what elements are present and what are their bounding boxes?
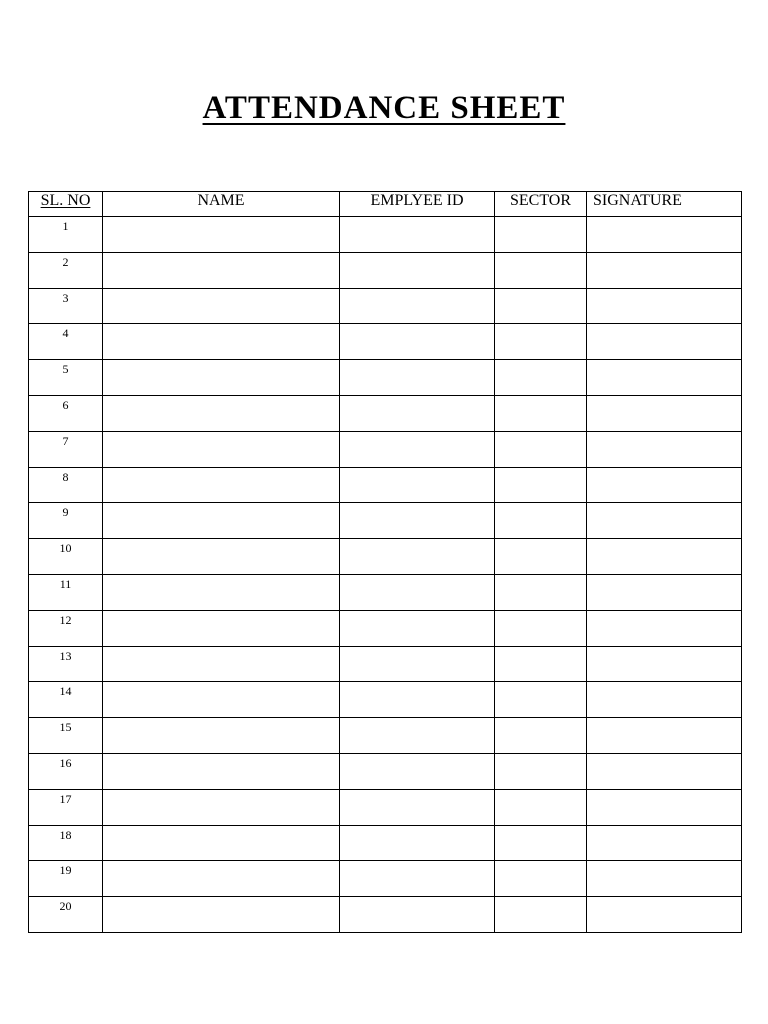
employee-id-cell — [340, 861, 495, 897]
table-row — [29, 252, 742, 288]
row-number-cell: 4 — [29, 324, 103, 360]
sector-cell — [495, 539, 587, 575]
row-number-cell: 7 — [29, 431, 103, 467]
name-cell — [103, 646, 340, 682]
signature-cell — [587, 789, 742, 825]
name-cell — [103, 324, 340, 360]
name-cell — [103, 682, 340, 718]
signature-cell — [587, 539, 742, 575]
table-row — [29, 324, 742, 360]
name-cell — [103, 897, 340, 933]
sector-cell — [495, 574, 587, 610]
employee-id-cell — [340, 467, 495, 503]
table-row — [29, 861, 742, 897]
signature-cell — [587, 431, 742, 467]
page-title — [0, 88, 768, 128]
signature-cell — [587, 897, 742, 933]
name-cell — [103, 789, 340, 825]
employee-id-cell — [340, 217, 495, 253]
signature-cell — [587, 753, 742, 789]
page-title-text: ATTENDANCE SHEET — [202, 90, 566, 126]
sector-cell — [495, 395, 587, 431]
sector-cell — [495, 825, 587, 861]
row-number-cell: 9 — [29, 503, 103, 539]
sector-cell — [495, 718, 587, 754]
employee-id-cell — [340, 646, 495, 682]
signature-cell — [587, 682, 742, 718]
row-number-cell: 8 — [29, 467, 103, 503]
employee-id-cell — [340, 360, 495, 396]
row-number-cell: 1 — [29, 217, 103, 253]
table-row — [29, 789, 742, 825]
sector-cell — [495, 682, 587, 718]
name-cell — [103, 395, 340, 431]
name-cell — [103, 467, 340, 503]
signature-cell — [587, 360, 742, 396]
table-row — [29, 753, 742, 789]
signature-cell — [587, 324, 742, 360]
employee-id-cell — [340, 395, 495, 431]
name-cell — [103, 503, 340, 539]
row-number-cell: 12 — [29, 610, 103, 646]
employee-id-cell — [340, 753, 495, 789]
table-row — [29, 360, 742, 396]
table-row — [29, 646, 742, 682]
employee-id-cell — [340, 718, 495, 754]
name-cell — [103, 718, 340, 754]
row-number-cell: 2 — [29, 252, 103, 288]
table-row — [29, 718, 742, 754]
table-body — [29, 217, 742, 933]
table-row — [29, 467, 742, 503]
sector-cell — [495, 789, 587, 825]
table-row — [29, 682, 742, 718]
signature-cell — [587, 503, 742, 539]
row-number-cell: 13 — [29, 646, 103, 682]
table-row — [29, 897, 742, 933]
employee-id-cell — [340, 574, 495, 610]
name-cell — [103, 217, 340, 253]
sector-cell — [495, 288, 587, 324]
sector-cell — [495, 324, 587, 360]
employee-id-cell — [340, 324, 495, 360]
column-header-sector: SECTOR — [495, 192, 587, 217]
signature-cell — [587, 610, 742, 646]
employee-id-cell — [340, 252, 495, 288]
name-cell — [103, 252, 340, 288]
sector-cell — [495, 646, 587, 682]
name-cell — [103, 431, 340, 467]
row-number-cell: 19 — [29, 861, 103, 897]
table-row — [29, 574, 742, 610]
table-row — [29, 825, 742, 861]
signature-cell — [587, 646, 742, 682]
employee-id-cell — [340, 288, 495, 324]
row-number-cell: 15 — [29, 718, 103, 754]
table-row — [29, 288, 742, 324]
table-header-row — [29, 192, 742, 217]
sector-cell — [495, 503, 587, 539]
column-header-signature: SIGNATURE — [587, 192, 742, 217]
sector-cell — [495, 467, 587, 503]
row-number-cell: 6 — [29, 395, 103, 431]
employee-id-cell — [340, 610, 495, 646]
sector-cell — [495, 431, 587, 467]
row-number-cell: 20 — [29, 897, 103, 933]
table-row — [29, 610, 742, 646]
sector-cell — [495, 897, 587, 933]
row-number-cell: 10 — [29, 539, 103, 575]
signature-cell — [587, 252, 742, 288]
name-cell — [103, 610, 340, 646]
sector-cell — [495, 252, 587, 288]
sector-cell — [495, 753, 587, 789]
name-cell — [103, 360, 340, 396]
sector-cell — [495, 217, 587, 253]
signature-cell — [587, 288, 742, 324]
employee-id-cell — [340, 431, 495, 467]
employee-id-cell — [340, 897, 495, 933]
table-row — [29, 539, 742, 575]
column-header-name: NAME — [103, 192, 340, 217]
row-number-cell: 16 — [29, 753, 103, 789]
row-number-cell: 14 — [29, 682, 103, 718]
name-cell — [103, 288, 340, 324]
signature-cell — [587, 395, 742, 431]
table-row — [29, 431, 742, 467]
attendance-table — [28, 191, 742, 933]
signature-cell — [587, 825, 742, 861]
column-header-employee-id: EMPLYEE ID — [340, 192, 495, 217]
signature-cell — [587, 467, 742, 503]
sector-cell — [495, 861, 587, 897]
name-cell — [103, 861, 340, 897]
row-number-cell: 5 — [29, 360, 103, 396]
name-cell — [103, 539, 340, 575]
signature-cell — [587, 574, 742, 610]
employee-id-cell — [340, 789, 495, 825]
name-cell — [103, 574, 340, 610]
employee-id-cell — [340, 682, 495, 718]
row-number-cell: 11 — [29, 574, 103, 610]
row-number-cell: 17 — [29, 789, 103, 825]
table-row — [29, 395, 742, 431]
sector-cell — [495, 360, 587, 396]
signature-cell — [587, 718, 742, 754]
row-number-cell: 18 — [29, 825, 103, 861]
signature-cell — [587, 861, 742, 897]
sector-cell — [495, 610, 587, 646]
table-row — [29, 217, 742, 253]
employee-id-cell — [340, 503, 495, 539]
signature-cell — [587, 217, 742, 253]
name-cell — [103, 753, 340, 789]
row-number-cell: 3 — [29, 288, 103, 324]
table-row — [29, 503, 742, 539]
column-header-sl-no — [29, 192, 103, 217]
column-header-sl-no-label: SL. NO — [40, 192, 91, 209]
employee-id-cell — [340, 825, 495, 861]
employee-id-cell — [340, 539, 495, 575]
name-cell — [103, 825, 340, 861]
